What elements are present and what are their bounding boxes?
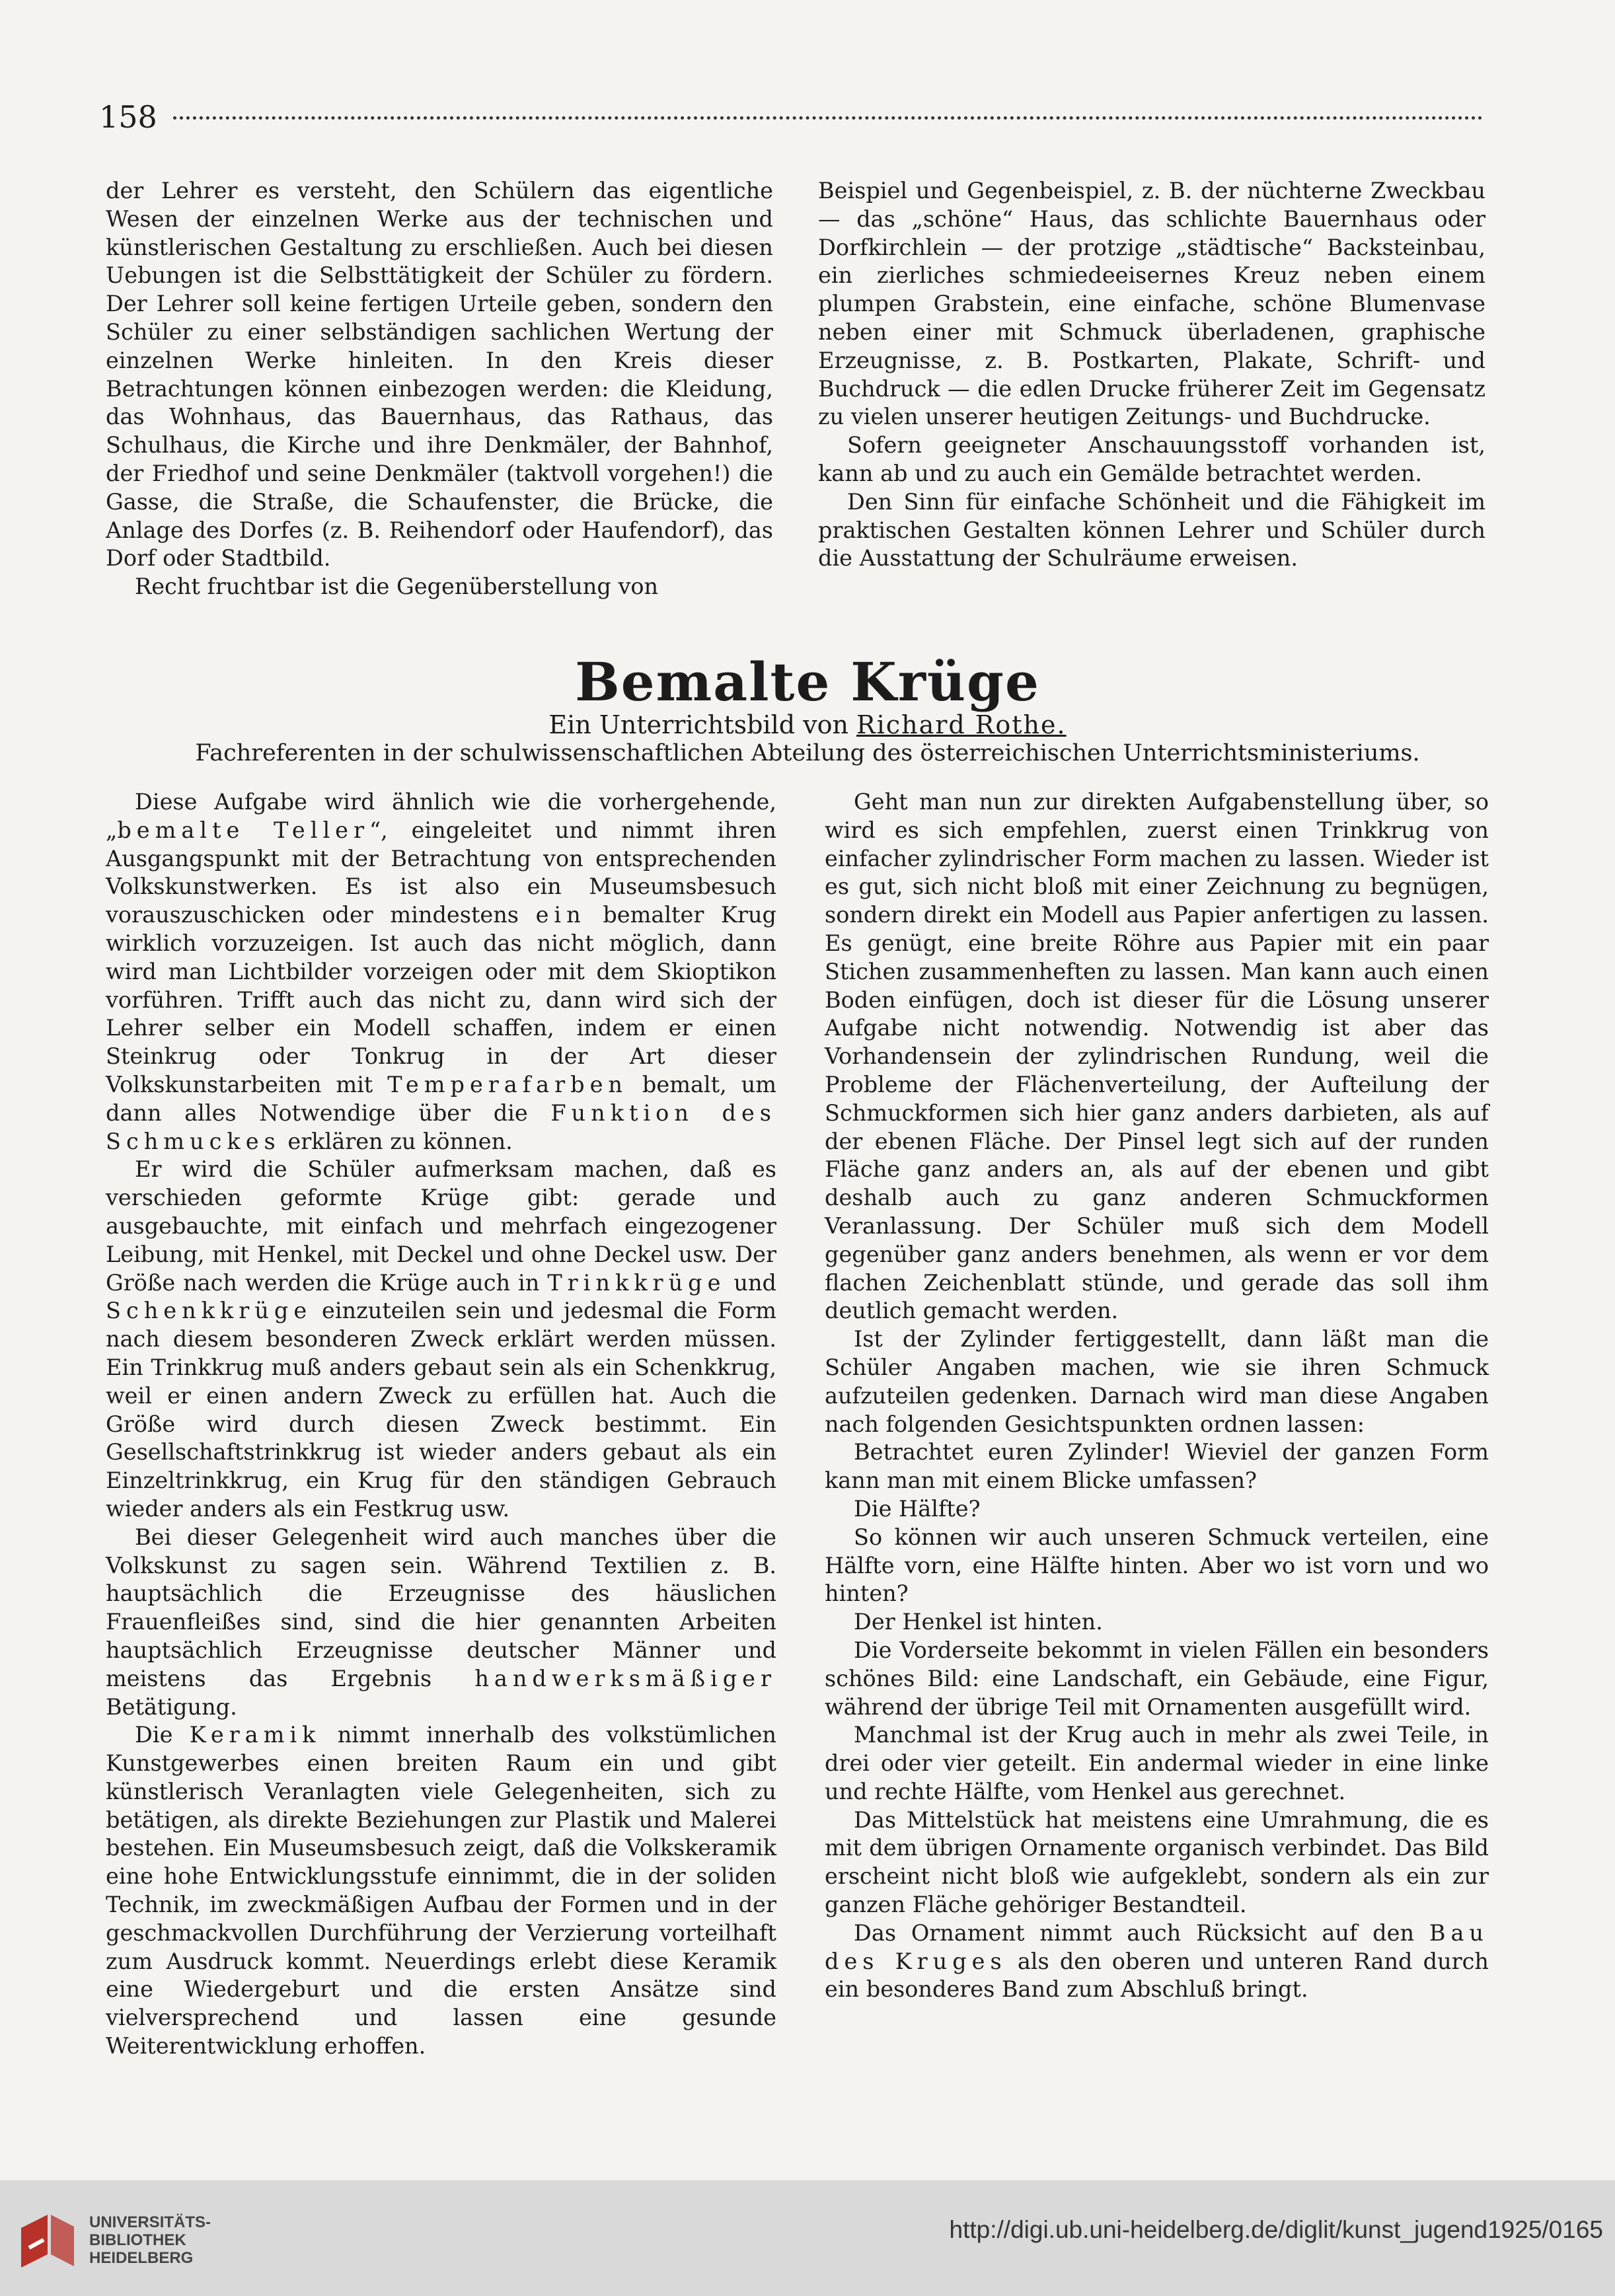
top-right-column xyxy=(818,177,1485,573)
paragraph: Die Keramik nimmt innerhalb des volkstümlichen Kunstgewerbes einen breiten Raum ein und gibt künstlerisch Veranlagten viele Gelegenheiten, sich zu betätigen, als direkte Beziehungen zur Plastik und Malerei bestehen. Ein Museumsbesuch zeigt, daß die Volkskeramik eine hohe Entwicklungsstufe einnimmt, die in der soliden Technik, im zweckmäßigen Aufbau der Formen und in der geschmackvollen Durchführung der Verzierung vorteilhaft zum Ausdruck kommt. Neuerdings erlebt diese Keramik eine Wiedergeburt und die ersten Ansätze sind vielversprechend und lassen eine gesunde Weiterentwicklung erhoffen. xyxy=(106,1722,776,2059)
library-footer xyxy=(0,2180,1615,2296)
body-left-column xyxy=(106,788,776,2061)
paragraph: der Lehrer es versteht, den Schülern das eigentliche Wesen der einzelnen Werke aus der technischen und künstlerischen Gestaltung zu erschließen. Auch bei diesen Uebungen ist die Selbsttätigkeit der Schüler zu fördern. Der Lehrer soll keine fertigen Urteile geben, sondern den Schüler zu einer selbständigen sachlichen Wertung der einzelnen Werke hinleiten. In den Kreis dieser Betrachtungen können einbezogen werden: die Kleidung, das Wohnhaus, das Bauernhaus, das Rathaus, das Schulhaus, die Kirche und ihre Denkmäler, der Bahnhof, der Friedhof und seine Denkmäler (taktvoll vorgehen!) die Gasse, die Straße, die Schaufenster, die Brücke, die Anlage des Dorfes (z. B. Reihendorf oder Haufendorf), das Dorf oder Stadtbild. xyxy=(106,178,773,572)
article-title: Bemalte Krüge xyxy=(575,651,1040,713)
paragraph: Bei dieser Gelegenheit wird auch manches über die Volkskunst zu sagen sein. Während Textilien z. B. hauptsächlich die Erzeugnisse des häuslichen Frauenfleißes sind, sind die hier genannten Arbeiten hauptsächlich Erzeugnisse deutscher Männer und meistens das Ergebnis handwerksmäßiger Betätigung. xyxy=(106,1524,776,1720)
paragraph: Recht fruchtbar ist die Gegenüberstellung von xyxy=(135,574,659,600)
article-byline: Ein Unterrichtsbild von Richard Rothe. xyxy=(548,710,1067,739)
paragraph: Die Hälfte? xyxy=(854,1495,981,1522)
permalink-url[interactable]: http://digi.ub.uni-heidelberg.de/diglit/kunst_jugend1925/0165 xyxy=(949,2216,1603,2243)
paragraph: Sofern geeigneter Anschauungsstoff vorhanden ist, kann ab und zu auch ein Gemälde betrachtet werden. xyxy=(818,432,1485,486)
paragraph: Ist der Zylinder fertiggestellt, dann läßt man die Schüler Angaben machen, wie sie ihren Schmuck aufzuteilen gedenken. Darnach wird man diese Angaben nach folgenden Gesichtspunkten ordnen lassen: xyxy=(825,1326,1489,1437)
paragraph: Die Vorderseite bekommt in vielen Fällen ein besonders schönes Bild: eine Landschaft, ein Gebäude, eine Figur, während der übrige Teil mit Ornamenten ausgefüllt wird. xyxy=(825,1637,1489,1720)
paragraph: Der Henkel ist hinten. xyxy=(854,1609,1103,1635)
paragraph: Geht man nun zur direkten Aufgabenstellung über, so wird es sich empfehlen, zuerst einen Trinkkrug von einfacher zylindrischer Form machen zu lassen. Wieder ist es gut, sich nicht bloß mit einer Zeichnung zu begnügen, sondern direkt ein Modell aus Papier anfertigen zu lassen. Es genügt, eine breite Röhre aus Papier mit ein paar Stichen zusammenheften zu lassen. Man kann auch einen Boden einfügen, doch ist dieser für die Lösung unserer Aufgabe nicht notwendig. Notwendig ist aber das Vorhandensein der zylindrischen Rundung, weil die Probleme der Flächenverteilung, der Aufteilung der Schmuckformen sich hier ganz anders darbieten, als auf der ebenen Fläche. Der Pinsel legt sich auf der runden Fläche ganz anders an, als auf der ebenen und gibt deshalb auch zu ganz anderen Schmuckformen Veranlassung. Der Schüler muß sich dem Modell gegenüber ganz anders benehmen, als wenn er vor dem flachen Zeichenblatt stünde, und gerade das soll ihm deutlich gemacht werden. xyxy=(825,789,1489,1324)
paragraph: Diese Aufgabe wird ähnlich wie die vorhergehende, „bemalte Teller“, eingeleitet und nimmt ihren Ausgangspunkt mit der Betrachtung von entsprechenden Volkskunstwerken. Es ist also ein Museumsbesuch vorauszuschicken oder mindestens ein bemalter Krug wirklich vorzuzeigen. Ist auch das nicht möglich, dann wird man Lichtbilder vorzeigen oder mit dem Skioptikon vorführen. Trifft auch das nicht zu, dann wird sich der Lehrer selber ein Modell schaffen, indem er einen Steinkrug oder Tonkrug in der Art dieser Volkskunstarbeiten mit Temperafarben bemalt, um dann alles Notwendige über die Funktion des Schmuckes erklären zu können. xyxy=(106,789,776,1154)
header-rule xyxy=(173,116,1483,120)
body-right-column xyxy=(825,788,1489,2004)
paragraph: Das Ornament nimmt auch Rücksicht auf den Bau des Kruges als den oberen und unteren Rand durch ein besonderes Band zum Abschluß bringt. xyxy=(825,1919,1489,2003)
paragraph: So können wir auch unseren Schmuck verteilen, eine Hälfte vorn, eine Hälfte hinten. Aber wo ist vorn und wo hinten? xyxy=(825,1524,1489,1607)
paragraph: Manchmal ist der Krug auch in mehr als zwei Teile, in drei oder vier geteilt. Ein andermal wieder in eine linke und rechte Hälfte, vom Henkel aus gerechnet. xyxy=(825,1722,1489,1804)
author-affiliation: Fachreferenten in der schulwissenschaftlichen Abteilung des österreichischen Unterrichtsministeriums. xyxy=(195,740,1420,766)
author-name: Richard Rothe. xyxy=(856,710,1067,739)
paragraph: Den Sinn für einfache Schönheit und die Fähigkeit im praktischen Gestalten können Lehrer und Schüler durch die Ausstattung der Schulräume erweisen. xyxy=(818,488,1485,572)
paragraph: Er wird die Schüler aufmerksam machen, daß es verschieden geformte Krüge gibt: gerade und ausgebauchte, mit einfach und mehrfach eingezogener Leibung, mit Henkel, mit Deckel und ohne Deckel usw. Der Größe nach werden die Krüge auch in Trinkkrüge und Schenkkrüge einzuteilen sein und jedesmal die Form nach diesem besonderen Zweck erklärt werden müssen. Ein Trinkkrug muß anders gebaut sein als ein Schenkkrug, weil er einen andern Zweck zu erfüllen hat. Auch die Größe wird durch diesen Zweck bestimmt. Ein Gesellschaftstrinkkrug ist wieder anders gebaut als ein Einzeltrinkkrug, ein Krug für den ständigen Gebrauch wieder anders als ein Festkrug usw. xyxy=(106,1156,776,1522)
page-number: 158 xyxy=(99,99,157,135)
paragraph: Das Mittelstück hat meistens eine Umrahmung, die es mit dem übrigen Ornamente organisch verbindet. Das Bild erscheint nicht bloß wie aufgeklebt, sondern als ein zur ganzen Fläche gehöriger Bestandteil. xyxy=(825,1806,1489,1918)
paragraph: Betrachtet euren Zylinder! Wieviel der ganzen Form kann man mit einem Blicke umfassen? xyxy=(825,1439,1489,1494)
top-left-column xyxy=(106,177,773,601)
library-logo-icon xyxy=(15,2208,81,2274)
paragraph: Beispiel und Gegenbeispiel, z. B. der nüchterne Zweckbau — das „schöne“ Haus, das schlichte Bauernhaus oder Dorfkirchlein — der protzige „städtische“ Backsteinbau, ein zierliches schmiedeeisernes Kreuz neben einem plumpen Grabstein, eine einfache, schöne Blumenvase neben einer mit Schmuck überladenen, graphische Erzeugnisse, z. B. Postkarten, Plakate, Schrift- und Buchdruck — die edlen Drucke früherer Zeit im Gegensatz zu vielen unserer heutigen Zeitungs- und Buchdrucke. xyxy=(818,178,1485,430)
library-name: UNIVERSITÄTS- BIBLIOTHEK HEIDELBERG xyxy=(89,2213,211,2267)
